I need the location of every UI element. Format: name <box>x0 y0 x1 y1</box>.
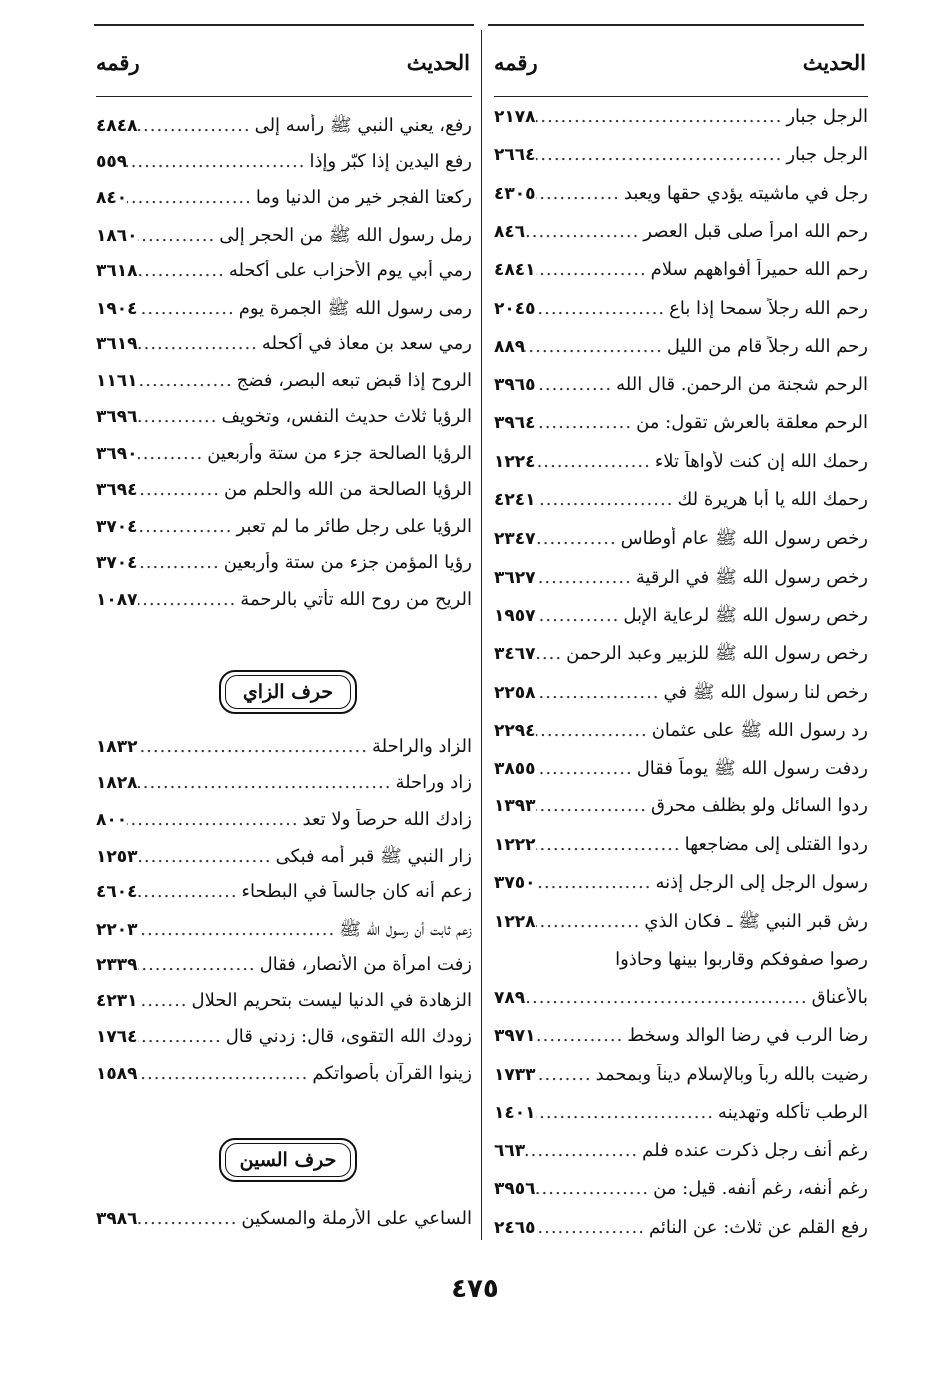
entry-text: رش قبر النبي ﷺ ـ فكان الذي <box>644 911 868 933</box>
entry-text: زعم أنه كان جالساً في البطحاء <box>241 881 472 903</box>
leader-dots <box>536 489 678 510</box>
leader-dots <box>138 370 237 391</box>
entry-number: ١٥٨٩ <box>96 1063 138 1084</box>
leader-dots <box>138 298 239 319</box>
index-entry <box>96 736 472 766</box>
index-entry <box>96 187 472 217</box>
leader-dots <box>138 479 224 500</box>
index-entry <box>96 881 472 911</box>
index-entry <box>494 1025 868 1055</box>
entry-number: ٢٣٣٩ <box>96 954 138 975</box>
index-entry <box>494 336 868 366</box>
index-entry <box>494 604 868 634</box>
index-entry <box>494 719 868 749</box>
entry-text: ردوا القتلى إلى مضاجعها <box>684 833 868 855</box>
entry-number: ٤٨٤٨ <box>96 116 138 136</box>
entry-text: رمي سعد بن معاذ في أكحله <box>261 333 472 354</box>
leader-dots <box>138 406 222 427</box>
index-entry <box>494 106 868 136</box>
entry-text: الساعي على الأرملة والمسكين <box>241 1208 472 1229</box>
entry-text: رخص رسول الله ﷺ عام أوطاس <box>620 528 868 550</box>
index-entry <box>494 183 868 213</box>
entry-text: ركعتا الفجر خير من الدنيا وما <box>255 187 472 208</box>
index-entry <box>494 412 868 442</box>
leader-dots <box>536 183 624 204</box>
entry-number: ١٧٦٤ <box>96 1027 138 1048</box>
leader-dots <box>536 834 685 855</box>
header-number: رقمه <box>96 49 140 75</box>
entry-text: رخص رسول الله ﷺ في الرقية <box>635 566 868 588</box>
header-number: رقمه <box>494 49 538 75</box>
entry-text: رصوا صفوفكم وقاربوا بينها وحاذوا <box>615 948 868 970</box>
entry-text: زار النبي ﷺ قبر أمه فبكى <box>275 845 472 867</box>
entry-number: ٣٩٦٥ <box>494 375 536 396</box>
entry-text: رضا الرب في رضا الوالد وسخط <box>627 1025 868 1047</box>
entry-text: رخص لنا رسول الله ﷺ في <box>663 681 868 703</box>
entry-number: ٢٢٠٣ <box>96 919 138 940</box>
index-entry <box>96 370 472 400</box>
entry-text: الرطب تأكله وتهدينه <box>717 1101 868 1123</box>
entry-text: زودك الله التقوى، قال: زدني قال <box>225 1026 472 1048</box>
index-entry <box>494 527 868 557</box>
index-entry <box>96 552 472 582</box>
entry-text: رحم الله حميراً أفواههم سلام <box>650 259 868 281</box>
entry-text: الزاد والراحلة <box>371 736 472 757</box>
header-hadith: الحديث <box>802 49 866 75</box>
entry-number: ٣٦٩٦ <box>96 407 138 427</box>
entry-number: ١٤٠١ <box>494 1102 536 1123</box>
index-entry <box>96 918 472 948</box>
index-entry <box>96 990 472 1020</box>
entry-text: رسول الرجل إلى الرجل إذنه <box>655 872 868 893</box>
entry-number: ١٢٢٢ <box>494 834 536 855</box>
entry-text: الرجل جبار <box>786 144 868 166</box>
leader-dots <box>536 1178 654 1199</box>
index-entry <box>96 1063 472 1093</box>
leader-dots <box>536 643 567 664</box>
entry-number: ٢٠٤٥ <box>494 298 536 319</box>
index-entry <box>494 1140 868 1170</box>
leader-dots <box>138 919 340 940</box>
entry-text: رخص رسول الله ﷺ لرعاية الإبل <box>623 604 868 626</box>
leader-dots <box>536 872 656 893</box>
entry-text: رمى رسول الله ﷺ الجمرة يوم <box>238 297 472 319</box>
entry-number: ٤٣٠٥ <box>494 183 536 204</box>
entry-text: الرؤيا على رجل طائر ما لم تعبر <box>236 515 472 537</box>
entry-text: رضيت بالله رباً وبالإسلام ديناً وبمحمد <box>595 1063 868 1085</box>
entry-number: ٦٦٣ <box>494 1141 526 1162</box>
leader-dots <box>536 106 787 127</box>
index-entry <box>494 681 868 711</box>
entry-text: الريح من روح الله تأتي بالرحمة <box>240 588 472 610</box>
entry-number: ٢٣٤٧ <box>494 529 536 550</box>
leader-dots <box>127 187 256 208</box>
entry-number: ١٣٩٣ <box>494 796 536 817</box>
entry-number: ٢٤٦٥ <box>494 1217 536 1238</box>
entry-text: رجل في ماشيته يؤدي حقها ويعبد <box>623 182 868 204</box>
index-entry <box>494 1217 868 1247</box>
entry-text: ردوا السائل ولو بظلف محرق <box>651 795 868 817</box>
index-entry <box>96 1208 472 1238</box>
leader-dots <box>536 374 617 395</box>
left-column-header <box>96 44 470 80</box>
leader-dots <box>138 772 396 793</box>
leader-dots <box>127 151 309 172</box>
leader-dots <box>138 589 241 610</box>
entry-text: رحم الله امرأً صلى قبل العصر <box>643 220 868 242</box>
leader-dots <box>536 758 637 779</box>
header-hadith: الحديث <box>406 49 470 75</box>
entry-text: رد رسول الله ﷺ على عثمان <box>651 719 868 741</box>
entry-number: ٣٦٩٤ <box>96 480 138 500</box>
leader-dots <box>138 1208 242 1229</box>
entry-number: ٢٢٥٨ <box>494 682 536 703</box>
entry-number: ٣٦١٨ <box>96 261 138 281</box>
leader-dots <box>536 1102 718 1123</box>
index-entry <box>494 489 868 519</box>
entry-number: ٣٧٠٤ <box>96 516 138 537</box>
leader-dots <box>138 846 276 867</box>
page-number: ٤٧٥ <box>451 1274 499 1304</box>
right-column-header <box>494 44 866 80</box>
entry-number: ٣٧٥٠ <box>494 873 536 893</box>
entry-number: ٣٦٩٠ <box>96 443 138 464</box>
entry-number: ٤٢٣١ <box>96 991 138 1012</box>
entry-number: ١٢٢٨ <box>494 912 536 933</box>
leader-dots <box>525 336 667 357</box>
index-entry <box>96 151 472 181</box>
index-entry <box>96 443 472 473</box>
index-entry <box>494 910 868 940</box>
index-entry <box>494 949 868 979</box>
entry-text: رفع القلم عن ثلاث: عن النائم <box>648 1216 868 1238</box>
entry-number: ١٨٦٠ <box>96 225 138 246</box>
index-entry <box>494 374 868 404</box>
entry-number: ١٩٠٤ <box>96 298 138 319</box>
entry-number: ٣٩٦٤ <box>494 413 536 434</box>
entry-number: ٣٤٦٧ <box>494 644 536 665</box>
leader-dots <box>536 412 637 433</box>
index-entry <box>96 260 472 290</box>
leader-dots <box>536 1217 649 1238</box>
leader-dots <box>536 259 651 280</box>
entry-number: ٤٦٠٤ <box>96 882 138 903</box>
index-entry <box>494 298 868 328</box>
entry-text: بالأعناق <box>811 986 868 1008</box>
index-entry <box>96 589 472 619</box>
index-entry <box>96 809 472 839</box>
entry-number: ١٨٣٢ <box>96 737 138 757</box>
leader-dots <box>138 516 237 537</box>
section-heading-zay <box>219 670 357 714</box>
leader-dots <box>138 115 255 136</box>
leader-dots <box>138 1026 226 1047</box>
index-entry <box>494 451 868 481</box>
index-entry <box>494 757 868 787</box>
entry-text: الرؤيا الصالحة جزء من ستة وأربعين <box>207 442 472 464</box>
column-divider <box>481 30 482 1240</box>
entry-number: ٣٨٥٥ <box>494 759 536 780</box>
index-entry <box>96 114 472 144</box>
leader-dots <box>525 1140 642 1161</box>
entry-text: رمل رسول الله ﷺ من الحجر إلى <box>219 224 472 246</box>
leader-dots <box>536 605 624 626</box>
index-entry <box>494 642 868 672</box>
entry-number: ٣٦١٩ <box>96 334 138 354</box>
index-entry <box>96 224 472 254</box>
entry-text: الرؤيا الصالحة من الله والحلم من <box>223 479 472 500</box>
leader-dots <box>536 451 655 472</box>
entry-number: ١٠٨٧ <box>96 589 138 610</box>
entry-text: رخص رسول الله ﷺ للزبير وعبد الرحمن <box>566 643 868 665</box>
entry-text: رغم أنفه، رغم أنفه. قيل: من <box>653 1178 868 1200</box>
entry-text: الرؤيا ثلاث حديث النفس، وتخويف <box>221 406 472 427</box>
section-heading-sin <box>219 1138 357 1182</box>
index-entry <box>96 954 472 984</box>
entry-text: زعم ثابت أن رسول الله ﷺ <box>339 918 472 940</box>
section-heading-sin-label: حرف السين <box>225 1143 351 1177</box>
entry-number: ١٢٢٤ <box>494 451 536 472</box>
entry-number: ٢٢٩٤ <box>494 720 536 741</box>
entry-text: زادك الله حرصاً ولا تعد <box>302 808 472 830</box>
index-entry <box>494 987 868 1017</box>
index-entry <box>494 566 868 596</box>
entry-number: ٣٧٠٤ <box>96 553 138 573</box>
index-entry <box>494 1102 868 1132</box>
index-entry <box>494 1064 868 1094</box>
leader-dots <box>536 144 787 165</box>
entry-text: زفت امرأة من الأنصار، فقال <box>259 953 472 975</box>
leader-dots <box>127 809 302 830</box>
leader-dots <box>536 528 621 549</box>
leader-dots <box>138 990 192 1011</box>
index-entry <box>494 795 868 825</box>
entry-text: رؤيا المؤمن جزء من ستة وأربعين <box>223 552 472 573</box>
entry-number: ٨٤٦ <box>494 221 526 242</box>
entry-text: الروح إذا قبض تبعه البصر، فضج <box>236 369 472 391</box>
entry-text: الرحم شجنة من الرحمن. قال الله <box>616 374 868 396</box>
entry-number: ٣٩٥٦ <box>494 1179 536 1200</box>
entry-number: ٥٥٩ <box>96 151 128 172</box>
leader-dots <box>536 1025 628 1046</box>
top-rule-left <box>94 24 474 26</box>
leader-dots <box>138 1063 313 1084</box>
entry-number: ٣٩٨٦ <box>96 1209 138 1229</box>
entry-text: رفع، يعني النبي ﷺ رأسه إلى <box>254 115 472 136</box>
index-entry <box>96 406 472 436</box>
entry-text: الزهادة في الدنيا ليست بتحريم الحلال <box>191 990 472 1012</box>
leader-dots <box>138 881 242 902</box>
leader-dots <box>138 552 224 573</box>
entry-number: ٣٩٧١ <box>494 1026 536 1047</box>
entry-text: رفع اليدين إذا كبّر وإذا <box>309 150 472 172</box>
header-rule-left <box>96 96 472 97</box>
leader-dots <box>138 260 229 281</box>
entry-number: ٤٨٤١ <box>494 260 536 281</box>
index-entry <box>494 144 868 174</box>
header-rule-right <box>494 96 868 97</box>
leader-dots <box>525 221 643 242</box>
index-entry <box>494 259 868 289</box>
entry-number: ٢١٧٨ <box>494 107 536 127</box>
leader-dots <box>138 736 372 757</box>
section-heading-zay-label: حرف الزاي <box>225 675 351 709</box>
leader-dots <box>536 720 652 741</box>
entry-text: رحمك الله يا أبا هريرة لك <box>677 489 868 510</box>
entry-number: ١٧٣٣ <box>494 1064 536 1085</box>
index-entry <box>96 772 472 802</box>
leader-dots <box>138 333 262 354</box>
leader-dots <box>138 225 220 246</box>
entry-text: ردفت رسول الله ﷺ يوماً فقال <box>636 758 868 780</box>
leader-dots <box>525 987 811 1008</box>
entry-text: زاد وراحلة <box>395 772 472 794</box>
index-entry <box>494 834 868 864</box>
index-entry <box>96 479 472 509</box>
leader-dots <box>536 1064 596 1085</box>
entry-number: ١١٦١ <box>96 370 138 391</box>
entry-text: رحم الله رجلاً سمحا إذا باع <box>669 297 868 319</box>
entry-number: ٨٤٠ <box>96 188 128 208</box>
leader-dots <box>536 682 664 703</box>
leader-dots <box>138 954 260 975</box>
index-entry <box>494 1178 868 1208</box>
entry-number: ٢٦٦٤ <box>494 145 536 166</box>
index-entry <box>96 845 472 875</box>
entry-text: الرحم معلقة بالعرش تقول: من <box>636 412 868 434</box>
entry-text: زينوا القرآن بأصواتكم <box>312 1062 472 1084</box>
leader-dots <box>536 911 645 932</box>
index-entry <box>494 872 868 902</box>
index-entry <box>96 297 472 327</box>
entry-number: ١٨٢٨ <box>96 773 138 794</box>
leader-dots <box>138 443 208 464</box>
index-entry <box>96 333 472 363</box>
entry-number: ٣٦٢٧ <box>494 567 536 588</box>
entry-text: رحمك الله إن كنت لأواهاً تلاء <box>654 450 868 472</box>
entry-number: ٤٢٤١ <box>494 490 536 510</box>
entry-text: رحم الله رجلاً قام من الليل <box>666 335 868 357</box>
entry-number: ٨٨٩ <box>494 336 526 357</box>
entry-text: رغم أنف رجل ذكرت عنده فلم <box>642 1140 868 1162</box>
entry-number: ٨٠٠ <box>96 809 128 830</box>
top-rule-right <box>488 24 864 26</box>
entry-number: ١٩٥٧ <box>494 605 536 626</box>
entry-number: ٧٨٩ <box>494 987 526 1008</box>
leader-dots <box>536 795 652 816</box>
index-entry <box>494 221 868 251</box>
index-entry <box>96 1026 472 1056</box>
entry-text: رمي أبي يوم الأحزاب على أكحله <box>228 260 472 281</box>
entry-text: الرجل جبار <box>786 106 868 127</box>
index-entry <box>96 516 472 546</box>
entry-number: ١٢٥٣ <box>96 846 138 867</box>
leader-dots <box>536 298 670 319</box>
leader-dots <box>536 567 636 588</box>
